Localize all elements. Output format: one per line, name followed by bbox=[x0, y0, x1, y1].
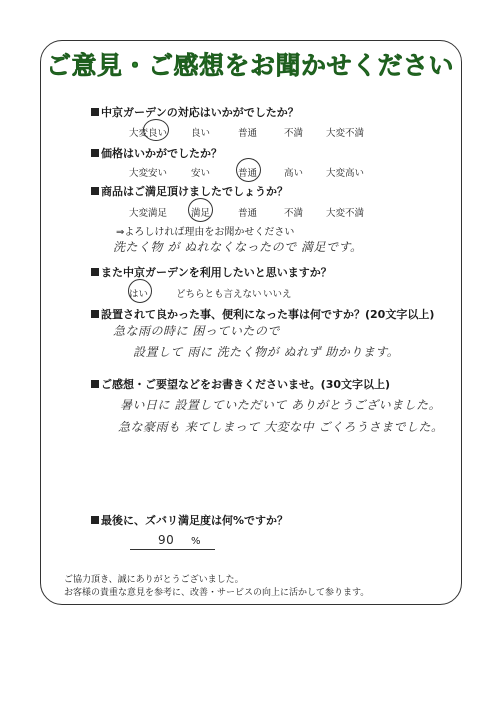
q4-option-2[interactable]: いいえ bbox=[263, 289, 292, 300]
question-5: 設置されて良かった事、便利になった事は何ですか？(20文字以上) bbox=[91, 306, 434, 322]
q1-option-0[interactable]: 大変良い bbox=[129, 128, 168, 139]
q3-option-3[interactable]: 不満 bbox=[284, 208, 304, 219]
q4-option-0[interactable]: はい bbox=[129, 289, 149, 300]
survey-title: ご意見・ご感想をお聞かせください bbox=[45, 51, 454, 80]
satisfaction-underline bbox=[130, 549, 215, 550]
q3-option-0[interactable]: 大変満足 bbox=[129, 208, 168, 219]
question-1: 中京ガーデンの対応はいかがでしたか？ bbox=[91, 104, 299, 120]
square-bullet-icon bbox=[91, 268, 99, 276]
q5-answer-line-1[interactable]: 急な雨の時に 困っていたので bbox=[113, 324, 280, 338]
question-7: 最後に、ズバリ満足度は何%ですか？ bbox=[91, 512, 288, 528]
square-bullet-icon bbox=[91, 516, 99, 524]
percent-unit: % bbox=[191, 536, 201, 547]
square-bullet-icon bbox=[91, 108, 99, 116]
q3-option-1[interactable]: 満足 bbox=[191, 208, 211, 219]
q6-answer-line-2[interactable]: 急な豪雨も 来てしまって 大変な中 ごくろうさまでした。 bbox=[118, 420, 444, 434]
footer-thanks: ご協力頂き、誠にありがとうございました。 bbox=[64, 575, 244, 585]
q1-option-3[interactable]: 不満 bbox=[284, 128, 304, 139]
q2-option-0[interactable]: 大変安い bbox=[129, 168, 168, 179]
q3-option-4[interactable]: 大変不満 bbox=[326, 208, 365, 219]
question-3: 商品はご満足頂けましたでしょうか？ bbox=[91, 183, 288, 199]
q4-selected-circle bbox=[128, 279, 152, 303]
satisfaction-value[interactable]: 90 bbox=[158, 533, 175, 547]
q3-selected-circle bbox=[188, 198, 213, 222]
q2-option-2[interactable]: 普通 bbox=[238, 168, 258, 179]
q6-answer-line-1[interactable]: 暑い日に 設置していただいて ありがとうございました。 bbox=[120, 398, 442, 412]
q5-answer-line-2[interactable]: 設置して 雨に 洗たく物が ぬれず 助かります。 bbox=[133, 345, 400, 359]
q2-option-1[interactable]: 安い bbox=[191, 168, 211, 179]
q1-option-2[interactable]: 普通 bbox=[238, 128, 258, 139]
reason-prompt: ⇒よろしければ理由をお聞かせください bbox=[116, 227, 295, 238]
q2-option-3[interactable]: 高い bbox=[284, 168, 304, 179]
q2-selected-circle bbox=[236, 158, 261, 182]
question-2: 価格はいかがでしたか？ bbox=[91, 145, 222, 161]
question-4: また中京ガーデンを利用したいと思いますか？ bbox=[91, 264, 332, 280]
question-6: ご感想・ご要望などをお書きくださいませ。(30文字以上) bbox=[91, 376, 390, 392]
footer-note: お客様の貴重な意見を参考に、改善・サービスの向上に活かして参ります。 bbox=[64, 588, 370, 598]
q1-selected-circle bbox=[143, 119, 169, 141]
square-bullet-icon bbox=[91, 149, 99, 157]
square-bullet-icon bbox=[91, 187, 99, 195]
q2-option-4[interactable]: 大変高い bbox=[326, 168, 365, 179]
q1-option-4[interactable]: 大変不満 bbox=[326, 128, 365, 139]
q1-option-1[interactable]: 良い bbox=[191, 128, 211, 139]
square-bullet-icon bbox=[91, 380, 99, 388]
reason-answer[interactable]: 洗たく物 が ぬれなくなったので 満足です。 bbox=[113, 240, 363, 254]
q3-option-2[interactable]: 普通 bbox=[238, 208, 258, 219]
q4-option-1[interactable]: どちらとも言えない bbox=[176, 289, 262, 300]
square-bullet-icon bbox=[91, 310, 99, 318]
